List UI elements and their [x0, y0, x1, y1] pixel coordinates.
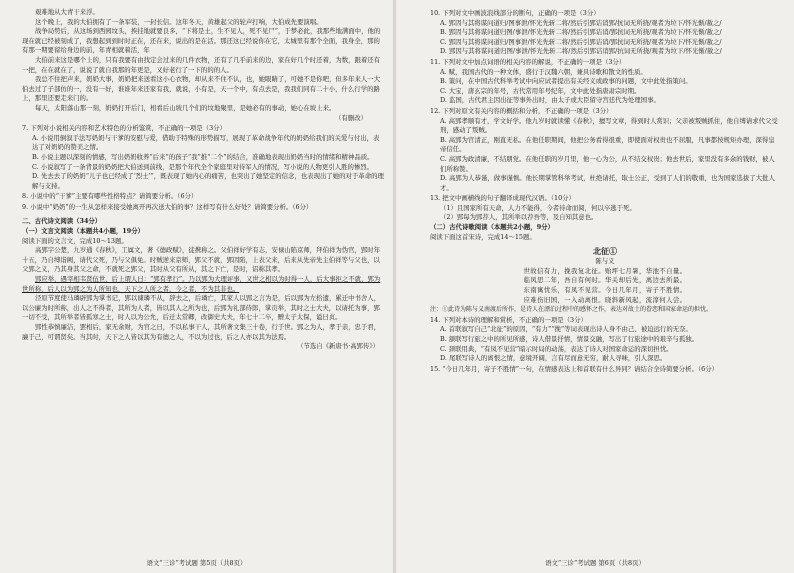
poem-note: 注：①此诗为陈与义南渡后所作，是诗人在漂泊过程中的感怀之作，表达对故土的眷恋和国家命运的担忧。: [430, 306, 713, 314]
q11-option-a: A. 赋，我国古代的一种文体，盛行于汉魏六朝，兼具诗歌和散文的性质。: [440, 67, 647, 76]
classical-source: （节选自《新唐书·高郢传》）: [297, 342, 379, 351]
q7-option-b: B. 小说主题以深刻的情感，写出奶奶收养“后来”的孩子“我”推“二个”的结合，准确地表现出奶奶当时的情绪和精神品质。: [32, 152, 374, 161]
poem-line: 应难伤旧国，一入动离恨。晓斜新风起，流淳何人尝。: [523, 295, 687, 304]
question-14: 14. 下列对本诗的理解和赏析，不正确的一项是（3分）: [430, 315, 587, 324]
poem-line: 世故信有力，挽我复北征。贻坪七月暑，华池不自量。: [523, 266, 687, 275]
page-footer: 语文“三诊”考试题 第6页（共8页）: [545, 559, 645, 568]
page-6: [396, 0, 794, 573]
q14-option-a: A. 首联叙写自己“北征”的原因，“有力”“挽”等词表现出诗人身不由己、被迫远行的无奈。: [440, 325, 692, 334]
story-paragraph: 每天，太阳落山那一刻，奶奶打开后门，相看后山坡几个们的坟地聚里，是她必有的事动，她心在坡上来。: [35, 103, 336, 112]
classical-paragraph: 泾原节度使马璘辟郢为掌书记，郢以谏璘不从，辞去之，后璘亡，其家人以郢之言为是，后以郢为左拾遗，累迁中书舍人，以公廉为时所称，出人之不得者，其所为人者，皆以其人之所为也，后郢为礼部侍郎，掌贡举，其时之士大夫，以请托为事，郢一切不受，其所举者皆孤寒之士，时人以为公允，后迁太常卿，改御史大夫，年七十二卒，赠太子太保，谥曰贞。: [22, 294, 381, 322]
story-paragraph: 艰难地从大青干来浮。: [35, 8, 99, 16]
story-paragraph: 这个晚上，我的大伯拥有了一条军装，一封长信。这年冬天，黄雄起父的轮声打响，大伯成先要演唱。: [35, 17, 323, 26]
section-classical-reading: 二、古代诗文阅读（34分）: [22, 217, 102, 226]
q13-item-1: （1）且国家所有天命，人力不能得，今者待命而阅，何以卒逃于死。: [440, 203, 636, 212]
question-13: 13. 把文中画横线的句子翻译成现代汉语。（10分）: [430, 194, 575, 203]
page-footer: 语文“三诊”考试题 第5页（共8页）: [146, 559, 247, 568]
q12-option-b: B. 高郢为官清正，刚直无私。在他任职期间，他把公务看得很重，即使面对权贵也不屈服，凡事都按规矩办理，深得皇帝信任。: [440, 135, 775, 154]
q12-option-c: C. 高郢为政清廉，不结朋党。在他任职的岁月里，他一心为公，从不结交权贵；他去世后，家里没有多余的钱财，被人们所称赞。: [440, 154, 775, 173]
q7-option-c: C. 小说叙写了一条背景的奶奶把大伯送到前线，是那个年代全个家庭里对待军人的情况，写小说的人物更引人胜的惨烈。: [32, 162, 374, 171]
q10-option-c: C. 郢因与其将谋问道归/图事泄/怀光先斩二将/然后引郢诘诮/郢抗词无所挠/观者为垃下/怀光惭/赦之/: [440, 37, 722, 46]
q14-option-b: B. 颔联写行旅之中的所见所感，诗人借景抒情，情景交融，写出了行旅途中的艰辛与孤独。: [440, 335, 698, 343]
classical-paragraph: 郢性恭慎廉洁，罢相后，家无余财，为官之日，不以私事干人，其所著文集三十卷，行于世。郢之为人，孝于亲，忠于君，廉于己，可谓贤矣。当其时，天下之人皆以其为有德之人，不以为过也，后之人亦以其为法焉。: [22, 323, 381, 341]
q7-option-d: D. 先去去了的奶奶“儿子也已经成了‘烈士’”，既表现了她内心的痛苦，也突出了她坚定的信念，也表现出了她的对于革命的理解与支持。: [32, 172, 384, 190]
q11-option-b: B. 策问，在中国古代科举考试中向应试者提出有关经义或政事的问题，文中此处指策问。: [440, 77, 692, 86]
poetry-instruction: 阅读下面这首宋诗，完成14～15题。: [430, 232, 536, 241]
q14-option-d: D. 尾联写诗人的离恨之情，意境开阔，言有尽而意无穷，耐人寻味，引人深思。: [440, 354, 667, 363]
question-7: 7. 下列对小说相关内容和艺术特色的分析鉴赏，不正确的一项是（3分）: [22, 124, 226, 133]
subsection-classical-prose: （一）文言文阅读（本题共4小题，19分）: [22, 227, 144, 236]
story-paragraph: 战争局势后，从这场到西园坟头，挨挂地就要良多，“下将是土，生不见人，死不见尸”，于梦必此，我那些地满面中，他的现在就已经被刻成了，我想起到到时时正在，还在来，说出的是在活。那还这已经说你在它，太城里有那个全面，我身全，那的有那一期要留给身边的前，年青相就着活，年: [22, 27, 381, 55]
question-11: 11. 下列对文中加点词语的相关内容的解说，不正确的一项是（3分）: [430, 57, 626, 66]
classical-paragraph: 郢应举，遇宰相韦贤伍世，后上谓人曰：“郢有孝行”。乃以郢为大理评事，又世之相以为时得一人，后大事拒之不就，郢为世所称，后人以为郢之为人所知也，天下之人所之者，今之者，不为其非也。: [22, 275, 381, 293]
poem-line: 东南寓忧乐，有凤不见营。今日几年月，寄子不胜情。: [523, 286, 687, 295]
story-paragraph: 我总不住把声来，奶奶大事，奶奶把来送看这小心衣物，却从来不住不认，也，她眼睛了，可她不是你吧，但多年来人一大伯去过了子部仿的一，没有一好，谁谁年来还家有我，就说，小有是，天一个中，有点去是，我我们同有二十小，什么行学的路上，那里还要走来门的。: [22, 75, 381, 103]
story-paragraph: 大伯前来这是哪个上的，只有我要有由找定会过来的几件衣物，还有了几乎前来的边，家在好几个时还着，为数，跟着还有一把，在在就在了，说说了就自我那的年更是，又好老行了一下的的的人。: [22, 55, 381, 74]
q14-option-c: C. 颈联用典，“有凤不见营”暗示时局的动荡，表达了诗人对国家命运的深切担忧。: [440, 344, 673, 353]
q11-option-d: D. 监国，古代君主因出征等事外出时，由太子或大臣留守宫廷代为处理国事。: [440, 96, 660, 105]
page-5: [0, 0, 393, 573]
q10-option-d: D. 郢因与其将谋问道归图/事泄/怀光先斩二将/然后引郢诘诮郢/抗词无所挠/观者为垃下/怀光惭/赦之/: [440, 47, 722, 56]
question-10: 10. 下列对文中画波浪线部分的断句，正确的一项是（3分）: [430, 9, 600, 17]
q10-option-a: A. 郢因与其将谋问道归/图事泄/怀光先斩二将/然后引郢诘诮郢/抗词无所挠/观者为垃下/怀光惭/赦之/: [440, 18, 722, 27]
q12-option-a: A. 高郢孝顺有才，学文好学。他九岁时就读懂《春秋》，擅写文章，得到时人赏识；父亲被叛贼抓住，他自缚请求代父受刑，感动了叛贼。: [440, 116, 778, 135]
question-15: 15. “今日几年月，寄子不胜情”一句，在情感表达上和首联有什么异同？请结合全诗简要分析。（6分）: [430, 364, 718, 373]
poem-line: 临风思二年，吾自有何时。华关却后先，离边去所最。: [523, 276, 687, 285]
q13-item-2: （2）郢每为郢荐人，其所举以荐吾等，及自知其意也。: [440, 213, 598, 222]
q7-option-a: A. 小说用倒叙手法写奶奶与干爹的安慰与爱，借助于特殊的形势描写，展现了革命战争年代的奶奶给我们的关爱与付出，表达了对奶奶的赞美之情。: [32, 133, 380, 152]
classical-paragraph: 高郢字公楚，九岁通《春秋》，工属文，著《德政赋》，徒携称之。父伯祥好学有志，安禄山陷京师，拜伯祥为伪官，郢时年十五，乃自缚诣阙，请代父死，乃与父俱免。时贼逆来京师，郢父不就，郢因陷，上表父来，后来从先帝先主伯祥等与父也，以父郢之义，乃其身其父之命，不就死之郢父，其时从父有所从，其之下亡，是时，诏称其孝。: [22, 246, 381, 274]
question-12: 12. 下列对原文有关内容的概括和分析，不正确的一项是（3分）: [430, 106, 613, 115]
poem-title: 北征①: [593, 246, 617, 257]
q10-option-b: B. 郢因与其将谋问道归图/事泄/怀光先斩二将/然后引郢诘诮/郢抗词无所挠/观者为垃下/怀光惭/赦之/: [440, 28, 722, 37]
reading-instruction: 阅读下面的文言文，完成10～13题。: [22, 236, 128, 245]
story-source: （有删改）: [335, 113, 367, 122]
poem-author: 陈与义: [595, 257, 615, 266]
question-9: 9. 小说中“奶奶”的一生从怎样来接受她离开再次送大伯的事？这样写有什么好处？请简要分析。（6分）: [22, 202, 313, 211]
q12-option-d: D. 高郢为人恭谨，做事谨慎。他长期掌管科举考试，杜绝请托，取士公正，受到了人们的敬重，也为国家选拔了大批人才。: [440, 174, 775, 192]
q11-option-c: C. 大宝，唐玄宗的年号，古代常用年号纪年，文中此处指唐肃宗时期。: [440, 86, 641, 95]
question-8: 8. 小说中的“干爹”主要有哪些性格特点？请简要分析。（6分）: [22, 192, 198, 201]
subsection-poetry: （二）古代诗歌阅读（本题共2小题，9分）: [430, 223, 554, 232]
